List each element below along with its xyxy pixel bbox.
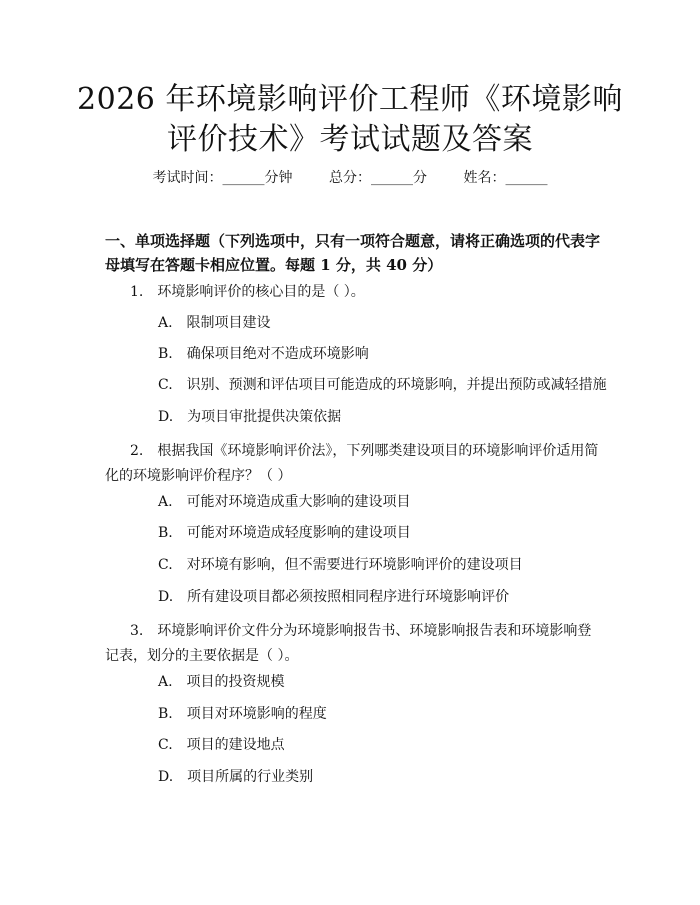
question-2-option-c: C. 对环境有影响，但不需要进行环境影响评价的建设项目 bbox=[158, 557, 523, 573]
question-3-option-d: D. 项目所属的行业类别 bbox=[158, 769, 314, 785]
section-heading: 一、单项选择题（下列选项中，只有一项符合题意，请将正确选项的代表字母填写在答题卡相应位置。每题 1 分，共 40 分） bbox=[105, 232, 601, 274]
question-1-option-b: B. 确保项目绝对不造成环境影响 bbox=[158, 346, 369, 362]
question-2: 2. 根据我国《环境影响评价法》，下列哪类建设项目的环境影响评价适用简化的环境影响评价程序？（ ） bbox=[105, 443, 599, 484]
question-2-option-b: B. 可能对环境造成轻度影响的建设项目 bbox=[158, 525, 411, 541]
exam-meta-line bbox=[0, 167, 700, 189]
document-title: 2026 年环境影响评价工程师《环境影响评价技术》考试试题及答案 bbox=[77, 82, 623, 157]
question-2-option-a: A. 可能对环境造成重大影响的建设项目 bbox=[158, 494, 411, 510]
question-3-option-a: A. 项目的投资规模 bbox=[158, 674, 285, 690]
question-1: 1. 环境影响评价的核心目的是（ ）。 bbox=[130, 284, 365, 300]
question-1-option-d: D. 为项目审批提供决策依据 bbox=[158, 409, 342, 425]
question-1-option-a: A. 限制项目建设 bbox=[158, 315, 271, 331]
question-2-option-d: D. 所有建设项目都必须按照相同程序进行环境影响评价 bbox=[158, 589, 510, 605]
question-3-option-b: B. 项目对环境影响的程度 bbox=[158, 706, 327, 722]
question-3: 3. 环境影响评价文件分为环境影响报告书、环境影响报告表和环境影响登记表，划分的主要依据是（ ）。 bbox=[105, 623, 592, 664]
total-score-field: 总分：______分 bbox=[329, 170, 427, 186]
exam-time-field: 考试时间：______分钟 bbox=[152, 170, 293, 186]
question-3-option-c: C. 项目的建设地点 bbox=[158, 737, 285, 753]
name-field: 姓名：______ bbox=[463, 170, 548, 186]
question-1-option-c: C. 识别、预测和评估项目可能造成的环境影响，并提出预防或减轻措施 bbox=[158, 377, 607, 393]
